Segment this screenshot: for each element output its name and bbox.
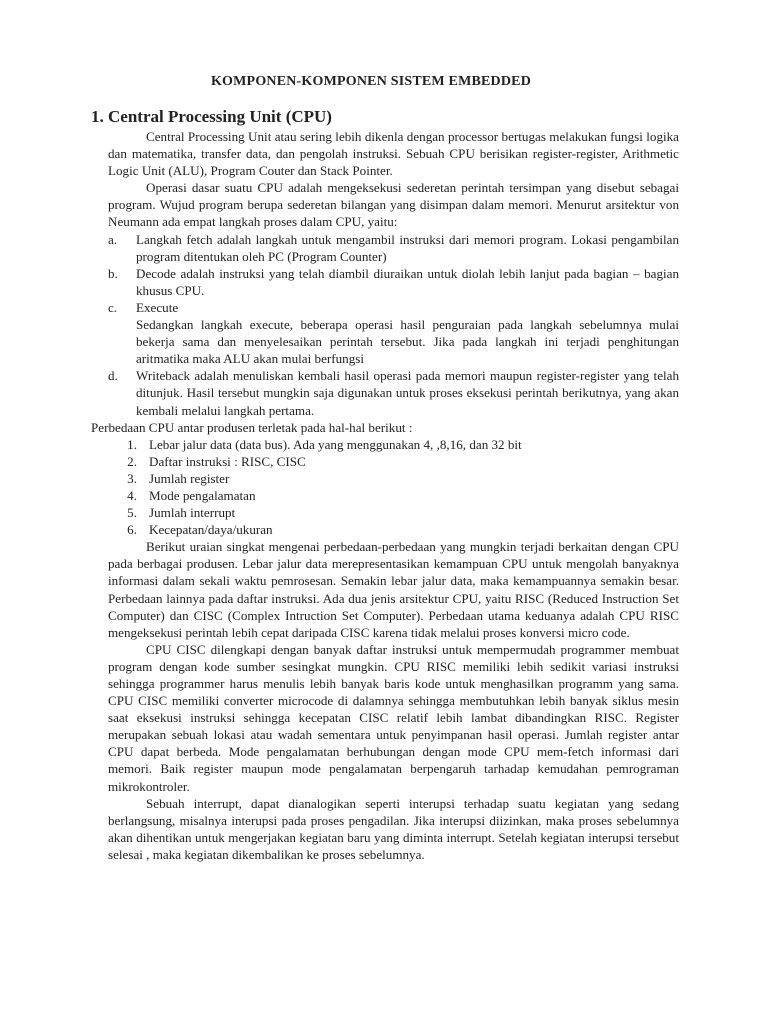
list-item bbox=[91, 470, 679, 487]
cpu-steps-list bbox=[91, 231, 679, 419]
list-item-text: Jumlah register bbox=[149, 470, 230, 486]
list-item-text: Lebar jalur data (data bus). Ada yang menggunakan 4, ,8,16, dan 32 bit bbox=[149, 436, 522, 452]
list-marker: 2. bbox=[127, 453, 137, 469]
list-marker: d. bbox=[108, 368, 118, 384]
list-item-text: Mode pengalamatan bbox=[149, 487, 256, 503]
list-item-text: Writeback adalah menuliskan kembali hasil operasi pada memori maupun register-register yang telah ditunjuk. Hasil tersebut mungkin saja digunakan untuk proses eksekusi perintah berikutnya, yang akan kembali melalui langkah pertama. bbox=[136, 368, 679, 418]
list-item bbox=[91, 436, 679, 453]
list-marker: c. bbox=[108, 299, 118, 315]
list-item-text: Decode adalah instruksi yang telah diambil diuraikan untuk diolah lebih lanjut pada bagian – bagian khusus CPU. bbox=[136, 265, 679, 298]
list-item-text: Kecepatan/daya/ukuran bbox=[149, 522, 273, 538]
list-item bbox=[91, 487, 679, 504]
list-item-text: Daftar instruksi : RISC, CISC bbox=[149, 453, 306, 469]
list-item bbox=[91, 231, 679, 265]
list-marker: 4. bbox=[127, 487, 137, 503]
differences-intro: Perbedaan CPU antar produsen terletak pada hal-hal berikut : bbox=[91, 419, 413, 435]
list-item bbox=[91, 504, 679, 521]
list-item-text: Execute bbox=[136, 299, 179, 315]
paragraph-differences: Berikut uraian singkat mengenai perbedaan-perbedaan yang mungkin terjadi berkaitan dengan CPU pada berbagai produsen. Lebar jalur data merepresentasikan kemampuan CPU untuk mengolah banyaknya informasi dalam sekali waktu pemrosesan. Semakin lebar jalur data, maka kemampuannya semakin besar. Perbedaan lainnya pada daftar instruksi. Ada dua jenis arsitektur CPU, yaitu RISC (Reduced Instruction Set Computer) dan CISC (Complex Intruction Set Computer). Perbedaan utama keduanya adalah CPU RISC mengeksekusi perintah lebih cepat daripada CISC karena tidak melalui proses konversi micro code. bbox=[108, 539, 679, 640]
paragraph-cpu-operation: Operasi dasar suatu CPU adalah mengeksekusi sederetan perintah tersimpan yang disebut sebagai program. Wujud program berupa sederetan bilangan yang disimpan dalam memori. Menurut arsitektur von Neumann ada empat langkah proses dalam CPU, yaitu: bbox=[108, 180, 679, 230]
document-body bbox=[91, 128, 679, 863]
list-marker: 3. bbox=[127, 470, 137, 486]
list-marker: 6. bbox=[127, 522, 137, 538]
list-marker: 5. bbox=[127, 505, 137, 521]
list-marker: a. bbox=[108, 231, 118, 247]
list-item-text: Jumlah interrupt bbox=[149, 505, 236, 521]
list-item-detail: Sedangkan langkah execute, beberapa operasi hasil penguraian pada langkah sebelumnya mulai bekerja sama dan menyelesaikan perintah tersebut. Jika pada langkah ini terjadi penghitungan aritmatika maka ALU akan mulai berfungsi bbox=[136, 317, 679, 367]
paragraph-interrupt: Sebuah interrupt, dapat dianalogikan seperti interupsi terhadap suatu kegiatan yang sedang berlangsung, misalnya interupsi pada proses pengadilan. Jika interupsi diizinkan, maka proses sebelumnya akan dihentikan untuk mengerjakan kegiatan baru yang diminta interrupt. Setelah kegiatan interupsi tersebut selesai , maka kegiatan dikembalikan ke proses sebelumnya. bbox=[108, 795, 679, 862]
list-item bbox=[91, 521, 679, 538]
differences-list bbox=[91, 436, 679, 539]
list-marker: b. bbox=[108, 265, 118, 281]
document-title: KOMPONEN-KOMPONEN SISTEM EMBEDDED bbox=[210, 74, 532, 89]
list-item bbox=[91, 367, 679, 418]
section-heading: 1. Central Processing Unit (CPU) bbox=[91, 107, 332, 126]
list-item bbox=[91, 453, 679, 470]
list-marker: 1. bbox=[127, 436, 137, 452]
paragraph-cpu-definition: Central Processing Unit atau sering lebih dikenla dengan processor bertugas melakukan fungsi logika dan matematika, transfer data, dan pengolah instruksi. Sebuah CPU berisikan register-register, Arithmetic Logic Unit (ALU), Program Couter dan Stack Pointer. bbox=[108, 129, 679, 179]
list-item bbox=[91, 299, 679, 367]
list-item bbox=[91, 265, 679, 299]
list-item-text: Langkah fetch adalah langkah untuk mengambil instruksi dari memori program. Lokasi pengambilan program ditentukan oleh PC (Program Counter) bbox=[136, 231, 679, 264]
paragraph-cisc-risc: CPU CISC dilengkapi dengan banyak daftar instruksi untuk mempermudah programmer membuat program dengan kode sumber sesingkat mungkin. CPU RISC memiliki lebih sedikit variasi instruksi sehingga programmer harus menulis lebih banyak baris kode untuk menghasilkan programm yang sama. CPU CISC memiliki converter microcode di dalamnya sehingga membutuhkan lebih banyak siklus mesin saat eksekusi instruksi sehingga kecepatan CISC relatif lebih lambat dibandingkan RISC. Register merupakan sebuah lokasi atau wadah sementara untuk penyimpanan hasil operasi. Jumlah register antar CPU dapat berbeda. Mode pengalamatan berhubungan dengan mode CPU mem-fetch informasi dari memori. Baik register maupun mode pengalamatan berpengaruh tarhadap kemudahan pemrograman mikrokontroler. bbox=[108, 641, 679, 794]
